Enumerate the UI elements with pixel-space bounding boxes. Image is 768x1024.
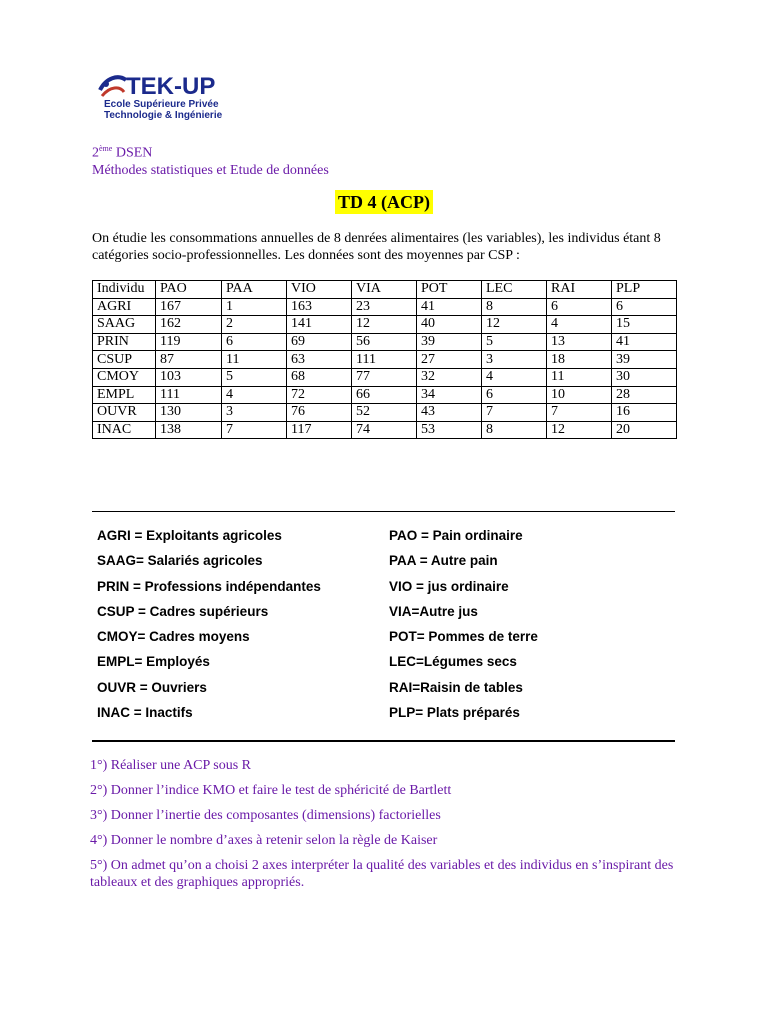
table-cell: 40 <box>417 316 482 334</box>
legend-individuals <box>97 527 321 729</box>
table-header-cell: VIO <box>287 281 352 299</box>
table-cell: 32 <box>417 368 482 386</box>
table-cell: 11 <box>547 368 612 386</box>
table-cell: 6 <box>222 333 287 351</box>
table-header-cell: LEC <box>482 281 547 299</box>
question-item: 1°) Réaliser une ACP sous R <box>90 758 252 773</box>
table-row <box>93 368 677 386</box>
table-cell: 28 <box>612 386 677 404</box>
class-ordinal-sup: ème <box>99 144 113 153</box>
table-cell: 163 <box>287 298 352 316</box>
legend-individual-item: CSUP = Cadres supérieurs <box>97 603 269 619</box>
table-cell: CMOY <box>93 368 156 386</box>
legend-variable-item: PAO = Pain ordinaire <box>389 528 523 543</box>
table-cell: 15 <box>612 316 677 334</box>
title-wrap <box>0 190 768 214</box>
table-cell: 1 <box>222 298 287 316</box>
legend-variable-item: PLP= Plats préparés <box>389 705 520 721</box>
table-cell: 53 <box>417 421 482 439</box>
table-cell: 4 <box>222 386 287 404</box>
table-cell: 138 <box>156 421 222 439</box>
legend-variable-item: LEC=Légumes secs <box>389 654 517 670</box>
legend-variable-item: VIO = jus ordinaire <box>389 578 509 594</box>
table-cell: 72 <box>287 386 352 404</box>
table-cell: 23 <box>352 298 417 316</box>
table-cell: 12 <box>547 421 612 439</box>
table-cell: 12 <box>352 316 417 334</box>
table-cell: 27 <box>417 351 482 369</box>
table-cell: 41 <box>417 298 482 316</box>
legend-individual-item: CMOY= Cadres moyens <box>97 629 250 645</box>
table-cell: 5 <box>482 333 547 351</box>
table-cell: 5 <box>222 368 287 386</box>
table-cell: 56 <box>352 333 417 351</box>
table-cell: 69 <box>287 333 352 351</box>
table-cell: 167 <box>156 298 222 316</box>
class-line <box>92 140 329 162</box>
table-cell: 117 <box>287 421 352 439</box>
table-header-cell: RAI <box>547 281 612 299</box>
table-header-cell: POT <box>417 281 482 299</box>
legend-variables <box>389 527 538 729</box>
table-cell: 119 <box>156 333 222 351</box>
table-cell: 68 <box>287 368 352 386</box>
legend-variable-item: POT= Pommes de terre <box>389 629 538 645</box>
table-cell: CSUP <box>93 351 156 369</box>
table-cell: SAAG <box>93 316 156 334</box>
table-cell: 103 <box>156 368 222 386</box>
table-header-cell: PAO <box>156 281 222 299</box>
logo-subtitle-1: Ecole Supérieure Privée <box>104 99 219 110</box>
table-cell: 30 <box>612 368 677 386</box>
table-cell: 39 <box>612 351 677 369</box>
table-row <box>93 298 677 316</box>
logo-name: TEK-UP <box>126 73 216 100</box>
table-cell: 3 <box>222 404 287 422</box>
legend-individual-item: INAC = Inactifs <box>97 705 193 721</box>
question-item: 2°) Donner l’indice KMO et faire le test de sphéricité de Bartlett <box>90 783 452 798</box>
table-cell: 20 <box>612 421 677 439</box>
table-cell: 63 <box>287 351 352 369</box>
legend-individual-item: EMPL= Employés <box>97 654 210 670</box>
table-cell: 16 <box>612 404 677 422</box>
tekup-logo-icon <box>92 56 254 132</box>
table-cell: 130 <box>156 404 222 422</box>
table-cell: 4 <box>482 368 547 386</box>
table-cell: 13 <box>547 333 612 351</box>
table-cell: 7 <box>547 404 612 422</box>
table-header-cell: VIA <box>352 281 417 299</box>
table-cell: 87 <box>156 351 222 369</box>
question-item: 3°) Donner l’inertie des composantes (dimensions) factorielles <box>90 808 441 823</box>
class-name: DSEN <box>112 145 153 161</box>
course-header <box>92 140 329 179</box>
table-cell: 76 <box>287 404 352 422</box>
table-cell: OUVR <box>93 404 156 422</box>
table-cell: 6 <box>482 386 547 404</box>
table-cell: 4 <box>547 316 612 334</box>
table-cell: 6 <box>547 298 612 316</box>
table-cell: 8 <box>482 298 547 316</box>
table-cell: 2 <box>222 316 287 334</box>
legend-variable-item: VIA=Autre jus <box>389 603 478 619</box>
table-cell: 7 <box>222 421 287 439</box>
table-row <box>93 333 677 351</box>
legend-variable-item: PAA = Autre pain <box>389 553 498 569</box>
class-ordinal: 2 <box>92 145 99 161</box>
table-row <box>93 386 677 404</box>
table-cell: INAC <box>93 421 156 439</box>
table-cell: 11 <box>222 351 287 369</box>
table-cell: EMPL <box>93 386 156 404</box>
table-cell: 43 <box>417 404 482 422</box>
table-row <box>93 421 677 439</box>
legend-individual-item: SAAG= Salariés agricoles <box>97 553 263 569</box>
table-cell: 10 <box>547 386 612 404</box>
table-cell: 7 <box>482 404 547 422</box>
legend-variable-item: RAI=Raisin de tables <box>389 679 523 695</box>
table-header-cell: PAA <box>222 281 287 299</box>
table-header-cell: PLP <box>612 281 677 299</box>
table-cell: AGRI <box>93 298 156 316</box>
question-item: 5°) On admet qu’on a choisi 2 axes interpréter la qualité des variables et des individus en s’inspirant des tableaux et des graphiques appropriés. <box>90 858 674 890</box>
data-table <box>92 280 677 439</box>
logo-subtitle-2: Technologie & Ingénierie <box>104 110 223 121</box>
table-row <box>93 351 677 369</box>
table-cell: 74 <box>352 421 417 439</box>
legend-individual-item: AGRI = Exploitants agricoles <box>97 528 282 543</box>
table-cell: 12 <box>482 316 547 334</box>
table-cell: 66 <box>352 386 417 404</box>
question-list <box>90 757 680 899</box>
table-cell: 52 <box>352 404 417 422</box>
table-cell: 41 <box>612 333 677 351</box>
table-cell: 111 <box>156 386 222 404</box>
table-cell: 3 <box>482 351 547 369</box>
table-row <box>93 316 677 334</box>
table-cell: 111 <box>352 351 417 369</box>
table-cell: 34 <box>417 386 482 404</box>
table-cell: 6 <box>612 298 677 316</box>
table-header-cell: Individu <box>93 281 156 299</box>
legend-individual-item: PRIN = Professions indépendantes <box>97 578 321 594</box>
intro-paragraph: On étudie les consommations annuelles de 8 denrées alimentaires (les variables), les individus étant 8 catégories socio-professionnelles. Les données sont des moyennes par CSP : <box>92 231 661 263</box>
table-cell: PRIN <box>93 333 156 351</box>
table-header-row <box>93 281 677 299</box>
table-cell: 8 <box>482 421 547 439</box>
table-cell: 39 <box>417 333 482 351</box>
question-item: 4°) Donner le nombre d’axes à retenir selon la règle de Kaiser <box>90 833 438 848</box>
table-cell: 162 <box>156 316 222 334</box>
table-cell: 77 <box>352 368 417 386</box>
divider-top <box>92 511 675 512</box>
page-title: TD 4 (ACP) <box>335 190 433 214</box>
divider-bottom <box>92 740 675 742</box>
school-logo <box>92 56 254 132</box>
legend-individual-item: OUVR = Ouvriers <box>97 679 207 695</box>
table-row <box>93 404 677 422</box>
course-name: Méthodes statistiques et Etude de données <box>92 162 329 178</box>
table-cell: 18 <box>547 351 612 369</box>
table-cell: 141 <box>287 316 352 334</box>
